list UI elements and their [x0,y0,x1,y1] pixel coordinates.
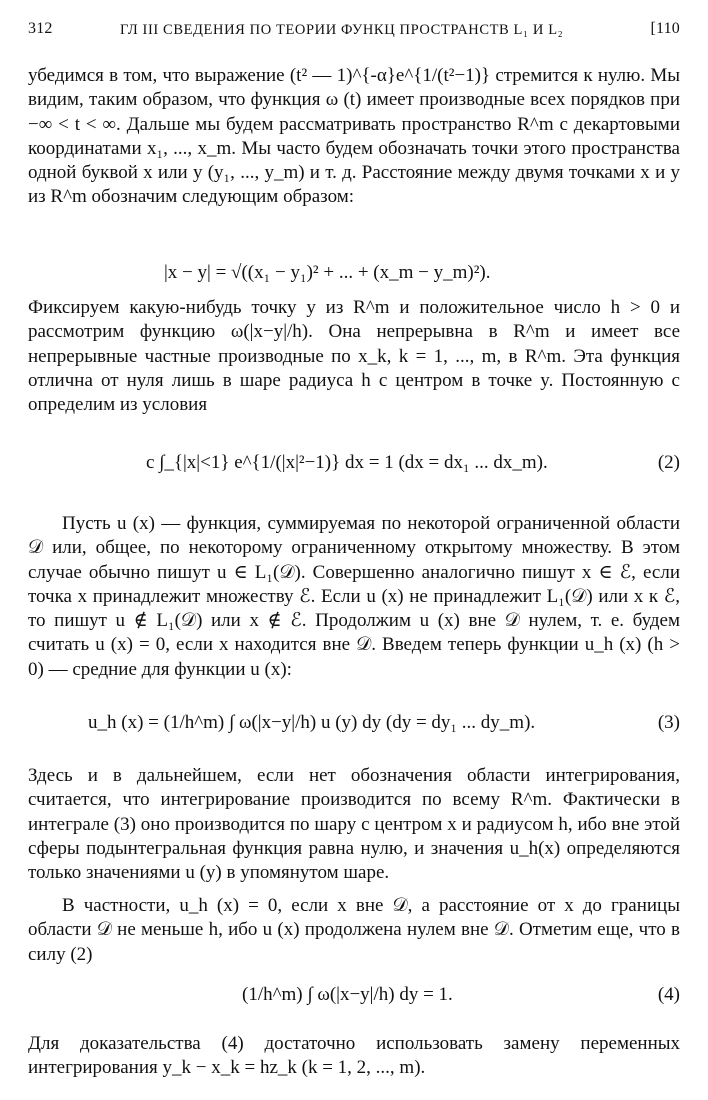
equation-distance [28,262,680,292]
paragraph-5: В частности, u_h (x) = 0, если x вне 𝒟, а расстояние от x до границы области 𝒟 не меньше h, ибо u (x) продолжена нулем вне 𝒟. Отметим еще, что в силу (2) [28,895,680,965]
paragraph-2: Фиксируем какую-нибудь точку y из R^m и положительное число h > 0 и рассмотрим функцию ω(|x−y|/h). Она непрерывна в R^m и имеет все непрерывные частные производные по x_k, k = 1, ..., m, в R^m. Эта функция отлична от нуля лишь в шаре радиуса h с центром в точке y. Постоянную c определим из условия [28,297,680,416]
equation-4-text: (1/h^m) ∫ ω(|x−y|/h) dy = 1. [242,984,453,1005]
page-number: 312 [28,20,53,37]
equation-2 [28,452,680,492]
section-number: [110 [650,20,680,37]
equation-3 [28,712,680,752]
equation-distance-text: |x − y| = √((x₁ − y₁)² + ... + (x_m − y_m)²). [164,262,491,283]
running-title: ГЛ III СВЕДЕНИЯ ПО ТЕОРИИ ФУНКЦ ПРОСТРАНСТВ L₁ И L₂ [120,22,564,38]
equation-4-number: (4) [657,984,680,1005]
paragraph-1: убедимся в том, что выражение (t² — 1)^{-α}e^{1/(t²−1)} стремится к нулю. Мы видим, таким образом, что функция ω (t) имеет производные всех порядков при −∞ < t < ∞. Дальше мы будем рассматривать пространство R^m с декартовыми координатами x₁, ..., x_m. Мы часто будем обозначать точки этого пространства одной буквой x или y (y₁, ..., y_m) и т. д. Расстояние между двумя точками x и y из R^m обозначим следующим образом: [28,65,680,208]
equation-3-text: u_h (x) = (1/h^m) ∫ ω(|x−y|/h) u (y) dy (dy = dy₁ ... dy_m). [88,712,536,733]
equation-2-text: c ∫_{|x|<1} e^{1/(|x|²−1)} dx = 1 (dx = dx₁ ... dx_m). [146,452,548,473]
paragraph-3: Пусть u (x) — функция, суммируемая по некоторой ограниченной области 𝒟 или, общее, по некоторому ограниченному открытому множеству. В этом случае обычно пишут u ∈ L₁(𝒟). Совершенно аналогично пишут x ∈ ℰ, если точка x принадлежит множеству ℰ. Если u (x) не принадлежит L₁(𝒟) или x к ℰ, то пишут u ∉ L₁(𝒟) или x ∉ ℰ. Продолжим u (x) вне 𝒟 нулем, т. е. будем считать u (x) = 0, если x находится вне 𝒟. Введем теперь функции u_h (x) (h > 0) — средние для функции u (x): [28,513,680,680]
equation-3-number: (3) [657,712,680,733]
paragraph-4: Здесь и в дальнейшем, если нет обозначения области интегрирования, считается, что интегрирование производится по всему R^m. Фактически в интеграле (3) оно производится по шару с центром x и радиусом h, ибо вне этой сферы подынтегральная функция равна нулю, и значения u_h(x) определяются только значениями u (y) в упомянутом шаре. [28,765,680,884]
paragraph-6: Для доказательства (4) достаточно использовать замену переменных интегрирования y_k − x_k = hz_k (k = 1, 2, ..., m). [28,1033,680,1079]
equation-2-number: (2) [657,452,680,473]
equation-4 [28,984,680,1024]
running-header [28,20,680,46]
